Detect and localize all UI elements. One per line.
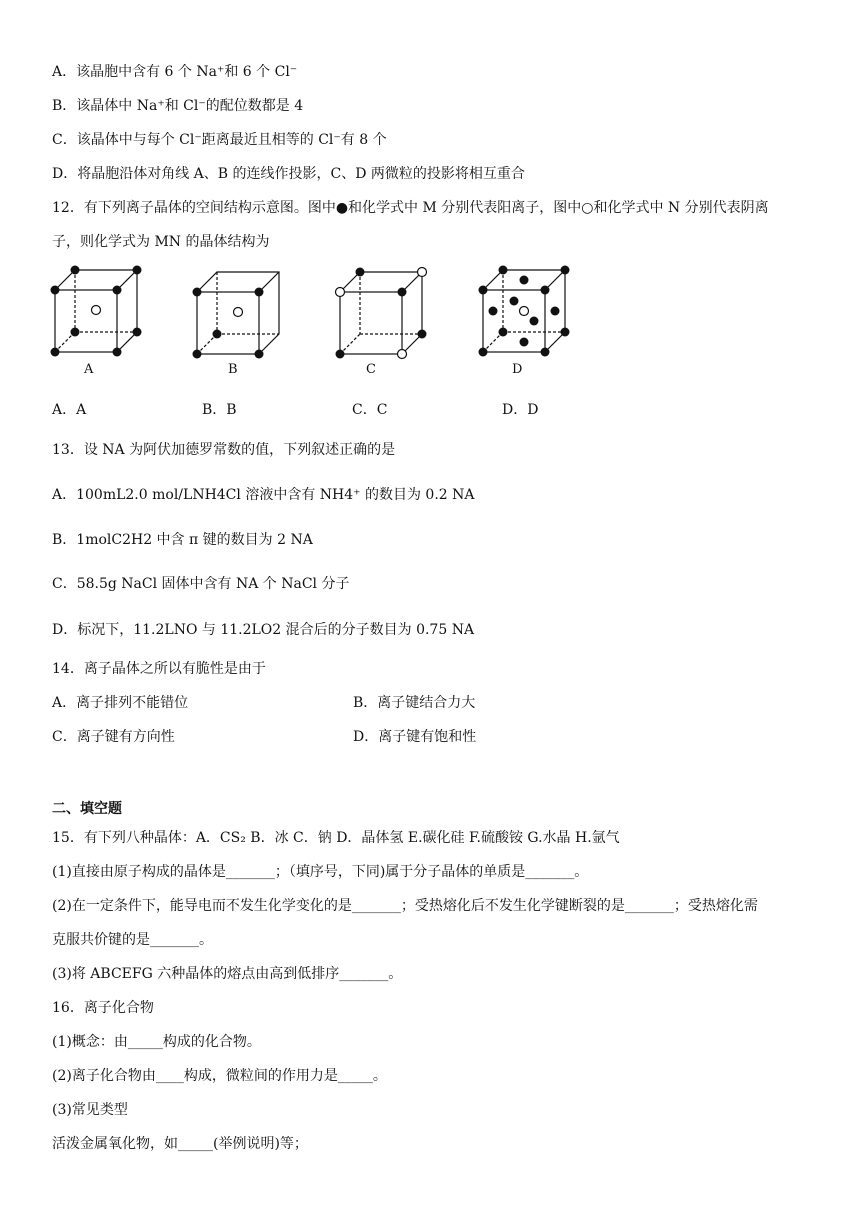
q15-stem: 15．有下列八种晶体：A．CS₂ B．冰 C．钠 D．晶体氢 E.碳化硅 F.硫酸铵 G.水晶 H.氩气 [52,830,620,846]
q14-option-c: C．离子键有方向性 [52,729,175,745]
q15-part3: (3)将 ABCEFG 六种晶体的熔点由高到低排序_______。 [52,966,403,982]
q11-option-d: D．将晶胞沿体对角线 A、B 的连线作投影，C、D 两微粒的投影将相互重合 [52,166,525,182]
cube-a [51,266,142,357]
q16-part1: (1)概念：由_____构成的化合物。 [52,1034,261,1050]
q12-option-a: A．A [52,402,87,418]
q11-option-b: B．该晶体中 Na⁺和 Cl⁻的配位数都是 4 [52,98,304,114]
q11-option-a: A．该晶胞中含有 6 个 Na⁺和 6 个 Cl⁻ [52,64,298,80]
q13-option-a: A．100mL2.0 mol/LNH4Cl 溶液中含有 NH4⁺ 的数目为 0.2 NA [52,487,475,503]
q13-option-d: D．标况下，11.2LNO 与 11.2LO2 混合后的分子数目为 0.75 NA [52,622,475,638]
q11-option-c: C．该晶体中与每个 Cl⁻距离最近且相等的 Cl⁻有 8 个 [52,132,387,148]
section-heading: 二、填空题 [52,801,122,817]
q14-option-a: A．离子排列不能错位 [52,695,189,711]
q12-stem-line1: 12．有下列离子晶体的空间结构示意图。图中●和化学式中 M 分别代表阳离子，图中○和化学式中 N 分别代表阴离 [52,200,769,216]
q16-stem: 16．离子化合物 [52,1000,154,1016]
cube-c [336,268,427,359]
figure-label-a: A [84,362,94,377]
q13-option-c: C．58.5g NaCl 固体中含有 NA 个 NaCl 分子 [52,576,350,592]
q16-part3: (3)常见类型 [52,1102,128,1118]
q15-part2-line1: (2)在一定条件下，能导电而不发生化学变化的是_______；受热熔化后不发生化学键断裂的是_______；受热熔化需 [52,898,758,914]
q13-stem: 13．设 NA 为阿伏加德罗常数的值，下列叙述正确的是 [52,442,396,458]
q12-stem-line2: 子，则化学式为 MN 的晶体结构为 [52,234,270,250]
q16-part4: 活泼金属氧化物，如_____(举例说明)等； [52,1136,308,1152]
q13-option-b: B．1molC2H2 中含 π 键的数目为 2 NA [52,532,313,548]
q12-option-c: C．C [352,402,388,418]
figure-label-d: D [512,362,523,377]
cube-b [193,272,280,359]
q12-option-d: D．D [502,402,539,418]
figure-label-b: B [228,362,238,377]
q16-part2: (2)离子化合物由____构成，微粒间的作用力是_____。 [52,1068,387,1084]
q15-part2-line2: 克服共价键的是_______。 [52,932,213,948]
q14-stem: 14．离子晶体之所以有脆性是由于 [52,661,266,677]
q14-option-d: D．离子键有饱和性 [353,729,477,745]
figure-label-c: C [366,362,376,377]
cube-d [479,266,570,357]
q15-part1: (1)直接由原子构成的晶体是_______；（填序号，下同)属于分子晶体的单质是_______。 [52,864,589,880]
q14-option-b: B．离子键结合力大 [353,695,476,711]
q12-option-b: B．B [202,402,237,418]
